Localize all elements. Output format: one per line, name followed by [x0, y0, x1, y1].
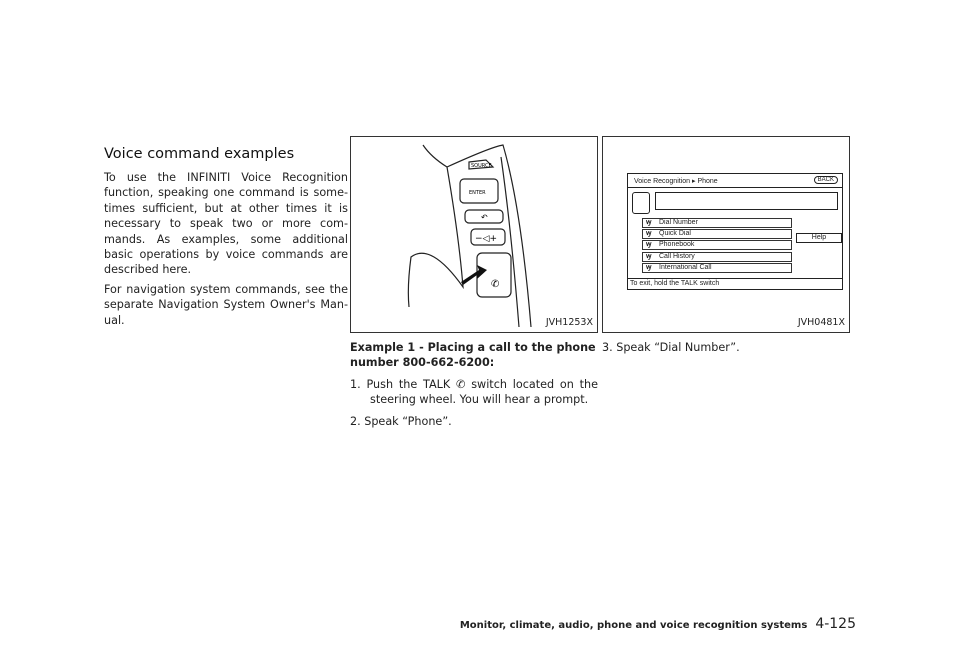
example-title: Example 1 - Placing a call to the phone number 800-662-6200:: [350, 341, 596, 370]
menu-item[interactable]: ꝡ Phonebook: [642, 240, 792, 250]
recognition-display: [655, 192, 838, 210]
middle-column-text: [350, 340, 598, 429]
menu-item[interactable]: ꝡ Call History: [642, 252, 792, 262]
page-number: 4-125: [815, 616, 856, 632]
menu-item[interactable]: ꝡ Dial Number: [642, 218, 792, 228]
screen-title: Voice Recognition ▸ Phone: [634, 178, 718, 185]
footer-section: Monitor, climate, audio, phone and voice recognition systems: [459, 620, 808, 631]
left-column: [104, 170, 348, 332]
help-button[interactable]: Help: [796, 233, 842, 243]
page-footer: [460, 616, 856, 632]
enter-button-label: ENTER: [469, 190, 486, 196]
voice-head-icon: [632, 192, 650, 214]
menu-item[interactable]: ꝡ Quick Dial: [642, 229, 792, 239]
figure-caption: JVH0481X: [797, 317, 845, 328]
step-1-cont: switch located on the steering wheel. You will hear a prompt.: [370, 377, 598, 407]
back-button[interactable]: BACK: [814, 176, 838, 184]
voice-screen-figure: [602, 136, 850, 333]
step-3: 3. Speak “Dial Number”.: [602, 341, 740, 354]
source-button-label: SOURCE: [471, 163, 492, 169]
voice-recognition-screen: [627, 173, 843, 290]
svg-text:−◁+: −◁+: [475, 234, 498, 244]
steering-switch-illustration: [351, 137, 597, 332]
menu-item[interactable]: ꝡ International Call: [642, 263, 792, 273]
section-heading: Voice command examples: [104, 146, 295, 162]
talk-icon: ✆: [456, 377, 466, 391]
status-bar: To exit, hold the TALK switch: [628, 278, 842, 289]
intro-paragraph: To use the INFINITI Voice Recognition function, speaking one command is some-times sufficient, but at other times it is necessary to speak two or more com-mands. As examples, some additional basic operations by voice commands are described here.: [104, 171, 348, 277]
nav-reference-paragraph: For navigation system commands, see the separate Navigation System Owner's Man-ual.: [104, 282, 348, 327]
figure-caption: JVH1253X: [545, 317, 593, 328]
step-1: 1. Push the TALK: [350, 377, 451, 391]
steering-switch-figure: [350, 136, 598, 333]
step-1-block: [350, 377, 598, 408]
step-2: 2. Speak “Phone”.: [350, 414, 452, 428]
svg-text:↶: ↶: [481, 213, 488, 222]
svg-text:✆: ✆: [491, 279, 500, 290]
